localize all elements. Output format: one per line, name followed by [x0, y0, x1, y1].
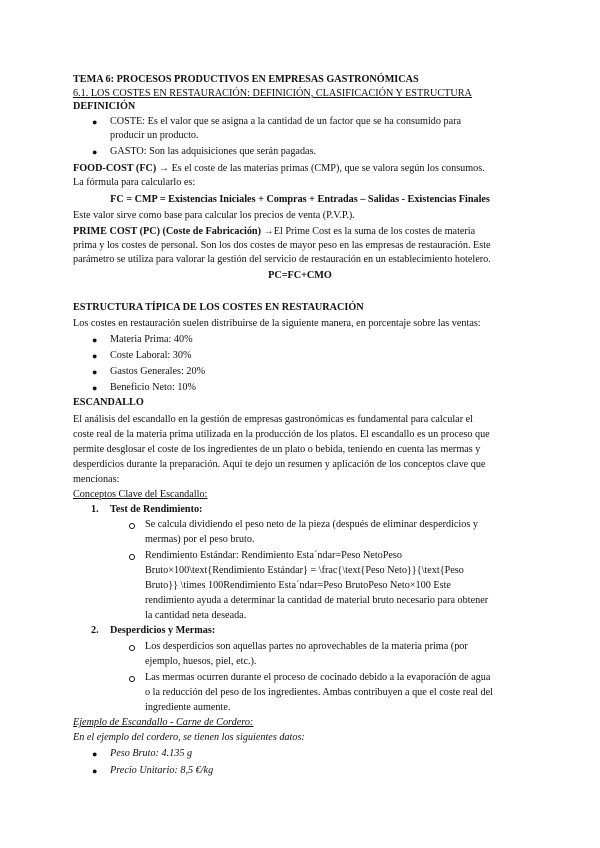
food-cost-line [73, 162, 485, 176]
test-item1-line1: Se calcula dividiendo el peso neto de la pieza (después de eliminar desperdicios y [145, 519, 478, 530]
bullet-icon: ● [92, 383, 98, 393]
circle-bullet-icon [129, 554, 135, 560]
structure-heading: ESTRUCTURA TÍPICA DE LOS COSTES EN RESTAURACIÓN [73, 302, 364, 313]
desperdicios-item2-line2: o la reducción del peso de los ingredientes. Ambas contribuyen a que el coste real del [145, 687, 493, 698]
prime-cost-line3: parámetro se utiliza para valorar la gestión del servicio de restauración en un establecimiento hotelero. [73, 254, 491, 265]
prime-cost-term: PRIME COST (PC) (Coste de Fabricación) [73, 226, 261, 237]
ejemplo-item: Peso Bruto: 4.135 g [110, 748, 193, 759]
circle-bullet-icon [129, 523, 135, 529]
escandallo-line3: permite desglosar el coste de los ingredientes de un plato o bebida, teniendo en cuenta las mermas y [73, 444, 481, 455]
conceptos-heading: Conceptos Clave del Escandallo: [73, 489, 208, 500]
test-item2-line2: Bruto×100\text{Rendimiento Estándar} = \frac{\text{Peso Neto}}{\text{Peso [145, 565, 464, 576]
definicion-heading: DEFINICIÓN [73, 101, 136, 112]
circle-bullet-icon [129, 645, 135, 651]
bullet-icon: ● [92, 147, 98, 157]
bullet-icon: ● [92, 351, 98, 361]
ejemplo-heading: Ejemplo de Escandallo - Carne de Cordero: [73, 717, 254, 728]
structure-item: Gastos Generales: 20% [110, 366, 206, 377]
bullet-icon: ● [92, 749, 98, 759]
desperdicios-item2-line1: Las mermas ocurren durante el proceso de cocinado debido a la evaporación de agua [145, 672, 491, 683]
bullet-icon: ● [92, 335, 98, 345]
escandallo-heading: ESCANDALLO [73, 397, 144, 408]
coste-definition-line2: producir un producto. [110, 130, 199, 141]
escandallo-line4: desperdicios durante la preparación. Aquí te dejo un resumen y aplicación de los conceptos clave que [73, 459, 486, 470]
test-item1-line2: mermas) por el peso bruto. [145, 534, 255, 545]
doc-title: TEMA 6: PROCESOS PRODUCTIVOS EN EMPRESAS GASTRONÓMICAS [73, 74, 419, 85]
food-cost-formula-intro: La fórmula para calcularlo es: [73, 177, 196, 188]
desperdicios-heading: Desperdicios y Mermas: [110, 625, 216, 636]
section-heading: 6.1. LOS COSTES EN RESTAURACIÓN: DEFINICIÓN, CLASIFICACIÓN Y ESTRUCTURA [73, 88, 472, 99]
desperdicios-item1-line1: Los desperdicios son aquellas partes no aprovechables de la materia prima (por [145, 641, 468, 652]
bullet-icon: ● [92, 367, 98, 377]
test-item2-line1: Rendimiento Estándar: Rendimiento Esta´ndar=Peso NetoPeso [145, 550, 402, 561]
coste-definition-line1: COSTE: Es el valor que se asigna a la cantidad de un factor que se ha consumido para [110, 116, 462, 127]
test-rendimiento-heading: Test de Rendimiento: [110, 504, 203, 515]
list-number: 2. [91, 625, 99, 636]
desperdicios-item2-line3: ingrediente aumente. [145, 702, 231, 713]
test-item2-line3: Bruto}} \times 100Rendimiento Esta´ndar=Peso BrutoPeso Neto×100 Este [145, 580, 451, 591]
prime-cost-line2: prima y los costes de personal. Son los dos costes de mayor peso en las empresas de restauración. Este [73, 240, 491, 251]
food-cost-term: FOOD-COST (FC) [73, 163, 157, 174]
escandallo-line2: coste real de la materia prima utilizada en la producción de los platos. El escandallo es un proceso que [73, 429, 490, 440]
circle-bullet-icon [129, 676, 135, 682]
prime-cost-text: →El Prime Cost es la suma de los costes de materia [260, 226, 476, 237]
structure-intro: Los costes en restauración suelen distribuirse de la siguiente manera, en porcentaje sobre las ventas: [73, 318, 481, 329]
ejemplo-intro: En el ejemplo del cordero, se tienen los siguientes datos: [73, 732, 305, 743]
escandallo-line1: El análisis del escandallo en la gestión de empresas gastronómicas es fundamental para calcular el [73, 414, 473, 425]
bullet-icon: ● [92, 117, 98, 127]
food-cost-formula: FC = CMP = Existencias Iniciales + Compras + Entradas – Salidas - Existencias Finales [110, 194, 490, 205]
gasto-definition: GASTO: Son las adquisiciones que serán pagadas. [110, 146, 317, 157]
prime-cost-formula: PC=FC+CMO [268, 270, 332, 281]
list-number: 1. [91, 504, 99, 515]
food-cost-text: → Es el coste de las materias primas (CMP), que se valora según los consumos. [156, 163, 485, 174]
test-item2-line4: rendimiento ayuda a determinar la cantidad de material bruto necesario para obtener [145, 595, 489, 606]
ejemplo-item: Precio Unitario: 8,5 €/kg [110, 765, 214, 776]
structure-item: Beneficio Neto: 10% [110, 382, 197, 393]
bullet-icon: ● [92, 766, 98, 776]
prime-cost-line1 [73, 225, 475, 239]
escandallo-line5: mencionas: [73, 474, 120, 485]
structure-item: Coste Laboral: 30% [110, 350, 192, 361]
test-item2-line5: la cantidad neta deseada. [145, 610, 247, 621]
structure-item: Materia Prima: 40% [110, 334, 193, 345]
food-cost-note: Este valor sirve como base para calcular los precios de venta (P.V.P.). [73, 210, 355, 221]
desperdicios-item1-line2: ejemplo, huesos, piel, etc.). [145, 656, 257, 667]
